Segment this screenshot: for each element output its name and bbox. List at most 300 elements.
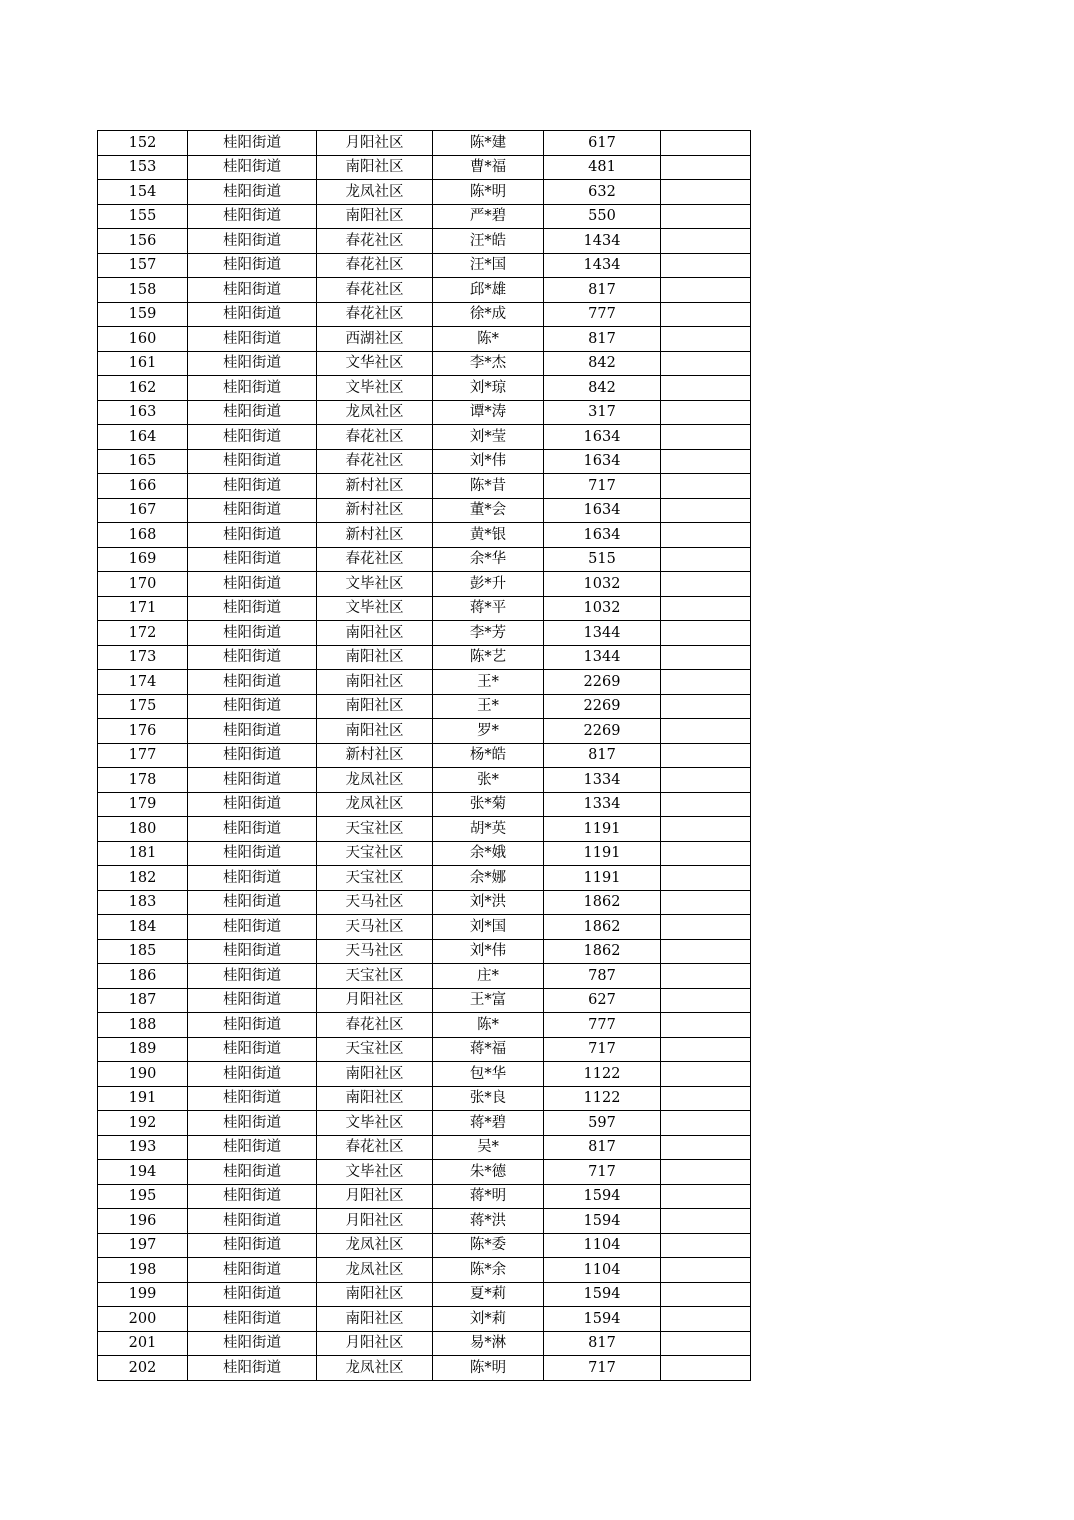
name-cell: 陈*明 <box>433 180 544 205</box>
community-cell: 龙凤社区 <box>317 1356 433 1381</box>
remark-cell <box>661 915 751 940</box>
amount-cell: 1032 <box>544 572 661 597</box>
subdistrict-cell: 桂阳街道 <box>188 841 317 866</box>
table-row <box>98 719 751 744</box>
table-row <box>98 474 751 499</box>
subdistrict-cell: 桂阳街道 <box>188 229 317 254</box>
amount-cell: 1104 <box>544 1233 661 1258</box>
community-cell: 龙凤社区 <box>317 400 433 425</box>
community-cell: 文华社区 <box>317 351 433 376</box>
name-cell: 蒋*明 <box>433 1184 544 1209</box>
table-row <box>98 351 751 376</box>
community-cell: 南阳社区 <box>317 1282 433 1307</box>
subdistrict-cell: 桂阳街道 <box>188 719 317 744</box>
name-cell: 谭*涛 <box>433 400 544 425</box>
remark-cell <box>661 1111 751 1136</box>
table-row <box>98 523 751 548</box>
community-cell: 南阳社区 <box>317 621 433 646</box>
remark-cell <box>661 253 751 278</box>
remark-cell <box>661 719 751 744</box>
subdistrict-cell: 桂阳街道 <box>188 817 317 842</box>
name-cell: 邱*雄 <box>433 278 544 303</box>
name-cell: 刘*琼 <box>433 376 544 401</box>
amount-cell: 1191 <box>544 866 661 891</box>
name-cell: 陈*昔 <box>433 474 544 499</box>
remark-cell <box>661 694 751 719</box>
table-row <box>98 645 751 670</box>
amount-cell: 1434 <box>544 253 661 278</box>
table-row <box>98 1356 751 1381</box>
table-row <box>98 180 751 205</box>
subdistrict-cell: 桂阳街道 <box>188 1111 317 1136</box>
remark-cell <box>661 131 751 156</box>
table-row <box>98 1184 751 1209</box>
community-cell: 天宝社区 <box>317 1037 433 1062</box>
subdistrict-cell: 桂阳街道 <box>188 1356 317 1381</box>
table-row <box>98 1062 751 1087</box>
amount-cell: 1344 <box>544 645 661 670</box>
community-cell: 春花社区 <box>317 253 433 278</box>
subdistrict-cell: 桂阳街道 <box>188 621 317 646</box>
row-number-cell: 152 <box>98 131 188 156</box>
name-cell: 汪*皓 <box>433 229 544 254</box>
subdistrict-cell: 桂阳街道 <box>188 1307 317 1332</box>
remark-cell <box>661 376 751 401</box>
amount-cell: 817 <box>544 278 661 303</box>
amount-cell: 777 <box>544 302 661 327</box>
row-number-cell: 180 <box>98 817 188 842</box>
amount-cell: 1862 <box>544 915 661 940</box>
row-number-cell: 157 <box>98 253 188 278</box>
subdistrict-cell: 桂阳街道 <box>188 645 317 670</box>
remark-cell <box>661 1209 751 1234</box>
community-cell: 天宝社区 <box>317 866 433 891</box>
remark-cell <box>661 964 751 989</box>
amount-cell: 1334 <box>544 768 661 793</box>
amount-cell: 1594 <box>544 1209 661 1234</box>
name-cell: 彭*升 <box>433 572 544 597</box>
name-cell: 易*淋 <box>433 1331 544 1356</box>
subdistrict-cell: 桂阳街道 <box>188 449 317 474</box>
name-cell: 王*富 <box>433 988 544 1013</box>
amount-cell: 1862 <box>544 939 661 964</box>
name-cell: 黄*银 <box>433 523 544 548</box>
table-row <box>98 792 751 817</box>
row-number-cell: 187 <box>98 988 188 1013</box>
amount-cell: 717 <box>544 474 661 499</box>
table-row <box>98 988 751 1013</box>
remark-cell <box>661 1307 751 1332</box>
subdistrict-cell: 桂阳街道 <box>188 523 317 548</box>
remark-cell <box>661 1062 751 1087</box>
table-row <box>98 1086 751 1111</box>
table-row <box>98 302 751 327</box>
community-cell: 月阳社区 <box>317 988 433 1013</box>
table-row <box>98 694 751 719</box>
remark-cell <box>661 1282 751 1307</box>
remark-cell <box>661 1135 751 1160</box>
subdistrict-cell: 桂阳街道 <box>188 474 317 499</box>
row-number-cell: 185 <box>98 939 188 964</box>
name-cell: 刘*伟 <box>433 449 544 474</box>
remark-cell <box>661 474 751 499</box>
community-cell: 春花社区 <box>317 229 433 254</box>
community-cell: 天马社区 <box>317 890 433 915</box>
amount-cell: 317 <box>544 400 661 425</box>
amount-cell: 717 <box>544 1037 661 1062</box>
community-cell: 春花社区 <box>317 425 433 450</box>
row-number-cell: 177 <box>98 743 188 768</box>
subdistrict-cell: 桂阳街道 <box>188 253 317 278</box>
subdistrict-cell: 桂阳街道 <box>188 964 317 989</box>
row-number-cell: 156 <box>98 229 188 254</box>
table-row <box>98 1331 751 1356</box>
name-cell: 庄* <box>433 964 544 989</box>
table-row <box>98 1037 751 1062</box>
table-row <box>98 229 751 254</box>
name-cell: 李*芳 <box>433 621 544 646</box>
subdistrict-cell: 桂阳街道 <box>188 1233 317 1258</box>
amount-cell: 717 <box>544 1356 661 1381</box>
community-cell: 龙凤社区 <box>317 180 433 205</box>
table-row <box>98 572 751 597</box>
subdistrict-cell: 桂阳街道 <box>188 1062 317 1087</box>
name-cell: 张* <box>433 768 544 793</box>
community-cell: 南阳社区 <box>317 204 433 229</box>
row-number-cell: 154 <box>98 180 188 205</box>
community-cell: 龙凤社区 <box>317 1233 433 1258</box>
subdistrict-cell: 桂阳街道 <box>188 1209 317 1234</box>
subdistrict-cell: 桂阳街道 <box>188 1258 317 1283</box>
community-cell: 龙凤社区 <box>317 768 433 793</box>
name-cell: 蒋*福 <box>433 1037 544 1062</box>
amount-cell: 842 <box>544 376 661 401</box>
name-cell: 包*华 <box>433 1062 544 1087</box>
community-cell: 新村社区 <box>317 498 433 523</box>
community-cell: 龙凤社区 <box>317 1258 433 1283</box>
table-row <box>98 547 751 572</box>
subdistrict-cell: 桂阳街道 <box>188 204 317 229</box>
row-number-cell: 167 <box>98 498 188 523</box>
name-cell: 刘*伟 <box>433 939 544 964</box>
row-number-cell: 163 <box>98 400 188 425</box>
row-number-cell: 189 <box>98 1037 188 1062</box>
name-cell: 蒋*碧 <box>433 1111 544 1136</box>
row-number-cell: 202 <box>98 1356 188 1381</box>
amount-cell: 1634 <box>544 498 661 523</box>
community-cell: 南阳社区 <box>317 670 433 695</box>
name-cell: 夏*莉 <box>433 1282 544 1307</box>
community-cell: 新村社区 <box>317 743 433 768</box>
name-cell: 杨*皓 <box>433 743 544 768</box>
row-number-cell: 197 <box>98 1233 188 1258</box>
name-cell: 余*娥 <box>433 841 544 866</box>
name-cell: 吴* <box>433 1135 544 1160</box>
table-body <box>98 131 751 1381</box>
row-number-cell: 166 <box>98 474 188 499</box>
community-cell: 春花社区 <box>317 449 433 474</box>
remark-cell <box>661 939 751 964</box>
subdistrict-cell: 桂阳街道 <box>188 547 317 572</box>
table-row <box>98 1233 751 1258</box>
table-row <box>98 841 751 866</box>
row-number-cell: 184 <box>98 915 188 940</box>
remark-cell <box>661 1160 751 1185</box>
remark-cell <box>661 645 751 670</box>
table-row <box>98 964 751 989</box>
name-cell: 刘*莹 <box>433 425 544 450</box>
remark-cell <box>661 204 751 229</box>
community-cell: 春花社区 <box>317 1013 433 1038</box>
remark-cell <box>661 180 751 205</box>
subdistrict-cell: 桂阳街道 <box>188 498 317 523</box>
community-cell: 文毕社区 <box>317 376 433 401</box>
remark-cell <box>661 327 751 352</box>
amount-cell: 1032 <box>544 596 661 621</box>
subdistrict-cell: 桂阳街道 <box>188 939 317 964</box>
table-row <box>98 131 751 156</box>
name-cell: 曹*福 <box>433 155 544 180</box>
name-cell: 余*娜 <box>433 866 544 891</box>
subdistrict-cell: 桂阳街道 <box>188 131 317 156</box>
subdistrict-cell: 桂阳街道 <box>188 890 317 915</box>
remark-cell <box>661 890 751 915</box>
row-number-cell: 165 <box>98 449 188 474</box>
amount-cell: 1862 <box>544 890 661 915</box>
table-row <box>98 449 751 474</box>
subdistrict-cell: 桂阳街道 <box>188 1135 317 1160</box>
table-row <box>98 1160 751 1185</box>
subdistrict-cell: 桂阳街道 <box>188 180 317 205</box>
amount-cell: 1634 <box>544 425 661 450</box>
community-cell: 春花社区 <box>317 1135 433 1160</box>
amount-cell: 1634 <box>544 523 661 548</box>
remark-cell <box>661 1233 751 1258</box>
amount-cell: 550 <box>544 204 661 229</box>
row-number-cell: 199 <box>98 1282 188 1307</box>
row-number-cell: 158 <box>98 278 188 303</box>
name-cell: 罗* <box>433 719 544 744</box>
community-cell: 龙凤社区 <box>317 792 433 817</box>
amount-cell: 617 <box>544 131 661 156</box>
amount-cell: 1334 <box>544 792 661 817</box>
amount-cell: 787 <box>544 964 661 989</box>
subdistrict-cell: 桂阳街道 <box>188 1282 317 1307</box>
name-cell: 陈*建 <box>433 131 544 156</box>
table-row <box>98 425 751 450</box>
community-cell: 南阳社区 <box>317 1086 433 1111</box>
community-cell: 新村社区 <box>317 523 433 548</box>
row-number-cell: 191 <box>98 1086 188 1111</box>
amount-cell: 597 <box>544 1111 661 1136</box>
table-row <box>98 1282 751 1307</box>
amount-cell: 1634 <box>544 449 661 474</box>
row-number-cell: 194 <box>98 1160 188 1185</box>
community-cell: 天马社区 <box>317 915 433 940</box>
row-number-cell: 200 <box>98 1307 188 1332</box>
remark-cell <box>661 1184 751 1209</box>
amount-cell: 842 <box>544 351 661 376</box>
name-cell: 李*杰 <box>433 351 544 376</box>
amount-cell: 632 <box>544 180 661 205</box>
community-cell: 月阳社区 <box>317 131 433 156</box>
table-row <box>98 743 751 768</box>
row-number-cell: 176 <box>98 719 188 744</box>
subdistrict-cell: 桂阳街道 <box>188 743 317 768</box>
amount-cell: 1594 <box>544 1282 661 1307</box>
subdistrict-cell: 桂阳街道 <box>188 694 317 719</box>
name-cell: 陈*余 <box>433 1258 544 1283</box>
row-number-cell: 175 <box>98 694 188 719</box>
community-cell: 南阳社区 <box>317 1062 433 1087</box>
amount-cell: 627 <box>544 988 661 1013</box>
name-cell: 陈*明 <box>433 1356 544 1381</box>
table-row <box>98 278 751 303</box>
subdistrict-cell: 桂阳街道 <box>188 670 317 695</box>
subdistrict-cell: 桂阳街道 <box>188 327 317 352</box>
remark-cell <box>661 302 751 327</box>
subdistrict-cell: 桂阳街道 <box>188 1086 317 1111</box>
remark-cell <box>661 1013 751 1038</box>
subdistrict-cell: 桂阳街道 <box>188 792 317 817</box>
table-row <box>98 817 751 842</box>
amount-cell: 1122 <box>544 1062 661 1087</box>
name-cell: 王* <box>433 670 544 695</box>
remark-cell <box>661 817 751 842</box>
table-row <box>98 1013 751 1038</box>
row-number-cell: 188 <box>98 1013 188 1038</box>
table-row <box>98 400 751 425</box>
row-number-cell: 186 <box>98 964 188 989</box>
community-cell: 春花社区 <box>317 547 433 572</box>
name-cell: 张*良 <box>433 1086 544 1111</box>
name-cell: 刘*莉 <box>433 1307 544 1332</box>
community-cell: 月阳社区 <box>317 1209 433 1234</box>
row-number-cell: 171 <box>98 596 188 621</box>
name-cell: 蒋*洪 <box>433 1209 544 1234</box>
row-number-cell: 160 <box>98 327 188 352</box>
subdistrict-cell: 桂阳街道 <box>188 376 317 401</box>
table-row <box>98 155 751 180</box>
remark-cell <box>661 866 751 891</box>
remark-cell <box>661 1331 751 1356</box>
name-cell: 董*会 <box>433 498 544 523</box>
remark-cell <box>661 621 751 646</box>
remark-cell <box>661 278 751 303</box>
table-row <box>98 596 751 621</box>
remark-cell <box>661 1258 751 1283</box>
community-cell: 南阳社区 <box>317 719 433 744</box>
remark-cell <box>661 1356 751 1381</box>
subdistrict-cell: 桂阳街道 <box>188 155 317 180</box>
community-cell: 文毕社区 <box>317 1111 433 1136</box>
row-number-cell: 164 <box>98 425 188 450</box>
amount-cell: 1122 <box>544 1086 661 1111</box>
subdistrict-cell: 桂阳街道 <box>188 572 317 597</box>
remark-cell <box>661 425 751 450</box>
amount-cell: 817 <box>544 743 661 768</box>
table-row <box>98 1111 751 1136</box>
name-cell: 朱*德 <box>433 1160 544 1185</box>
amount-cell: 1434 <box>544 229 661 254</box>
name-cell: 余*华 <box>433 547 544 572</box>
amount-cell: 2269 <box>544 694 661 719</box>
name-cell: 陈* <box>433 327 544 352</box>
community-cell: 春花社区 <box>317 278 433 303</box>
name-cell: 徐*成 <box>433 302 544 327</box>
row-number-cell: 193 <box>98 1135 188 1160</box>
row-number-cell: 195 <box>98 1184 188 1209</box>
row-number-cell: 172 <box>98 621 188 646</box>
data-table <box>97 130 751 1381</box>
remark-cell <box>661 572 751 597</box>
table-row <box>98 768 751 793</box>
amount-cell: 515 <box>544 547 661 572</box>
remark-cell <box>661 155 751 180</box>
community-cell: 月阳社区 <box>317 1331 433 1356</box>
row-number-cell: 162 <box>98 376 188 401</box>
table-row <box>98 1307 751 1332</box>
subdistrict-cell: 桂阳街道 <box>188 988 317 1013</box>
subdistrict-cell: 桂阳街道 <box>188 866 317 891</box>
table-row <box>98 890 751 915</box>
subdistrict-cell: 桂阳街道 <box>188 302 317 327</box>
remark-cell <box>661 229 751 254</box>
community-cell: 天马社区 <box>317 939 433 964</box>
row-number-cell: 196 <box>98 1209 188 1234</box>
amount-cell: 1191 <box>544 817 661 842</box>
row-number-cell: 183 <box>98 890 188 915</box>
amount-cell: 1104 <box>544 1258 661 1283</box>
row-number-cell: 182 <box>98 866 188 891</box>
row-number-cell: 174 <box>98 670 188 695</box>
table-row <box>98 204 751 229</box>
table-row <box>98 1258 751 1283</box>
remark-cell <box>661 792 751 817</box>
amount-cell: 777 <box>544 1013 661 1038</box>
row-number-cell: 192 <box>98 1111 188 1136</box>
community-cell: 西湖社区 <box>317 327 433 352</box>
row-number-cell: 161 <box>98 351 188 376</box>
amount-cell: 817 <box>544 327 661 352</box>
table-row <box>98 866 751 891</box>
table-row <box>98 1209 751 1234</box>
name-cell: 严*碧 <box>433 204 544 229</box>
row-number-cell: 190 <box>98 1062 188 1087</box>
subdistrict-cell: 桂阳街道 <box>188 1160 317 1185</box>
subdistrict-cell: 桂阳街道 <box>188 596 317 621</box>
amount-cell: 717 <box>544 1160 661 1185</box>
subdistrict-cell: 桂阳街道 <box>188 1331 317 1356</box>
table-row <box>98 376 751 401</box>
row-number-cell: 198 <box>98 1258 188 1283</box>
name-cell: 胡*英 <box>433 817 544 842</box>
community-cell: 南阳社区 <box>317 155 433 180</box>
community-cell: 春花社区 <box>317 302 433 327</box>
community-cell: 南阳社区 <box>317 694 433 719</box>
community-cell: 文毕社区 <box>317 596 433 621</box>
row-number-cell: 181 <box>98 841 188 866</box>
subdistrict-cell: 桂阳街道 <box>188 1013 317 1038</box>
amount-cell: 1594 <box>544 1184 661 1209</box>
subdistrict-cell: 桂阳街道 <box>188 1037 317 1062</box>
amount-cell: 1344 <box>544 621 661 646</box>
table-row <box>98 670 751 695</box>
name-cell: 蒋*平 <box>433 596 544 621</box>
remark-cell <box>661 523 751 548</box>
subdistrict-cell: 桂阳街道 <box>188 1184 317 1209</box>
remark-cell <box>661 400 751 425</box>
